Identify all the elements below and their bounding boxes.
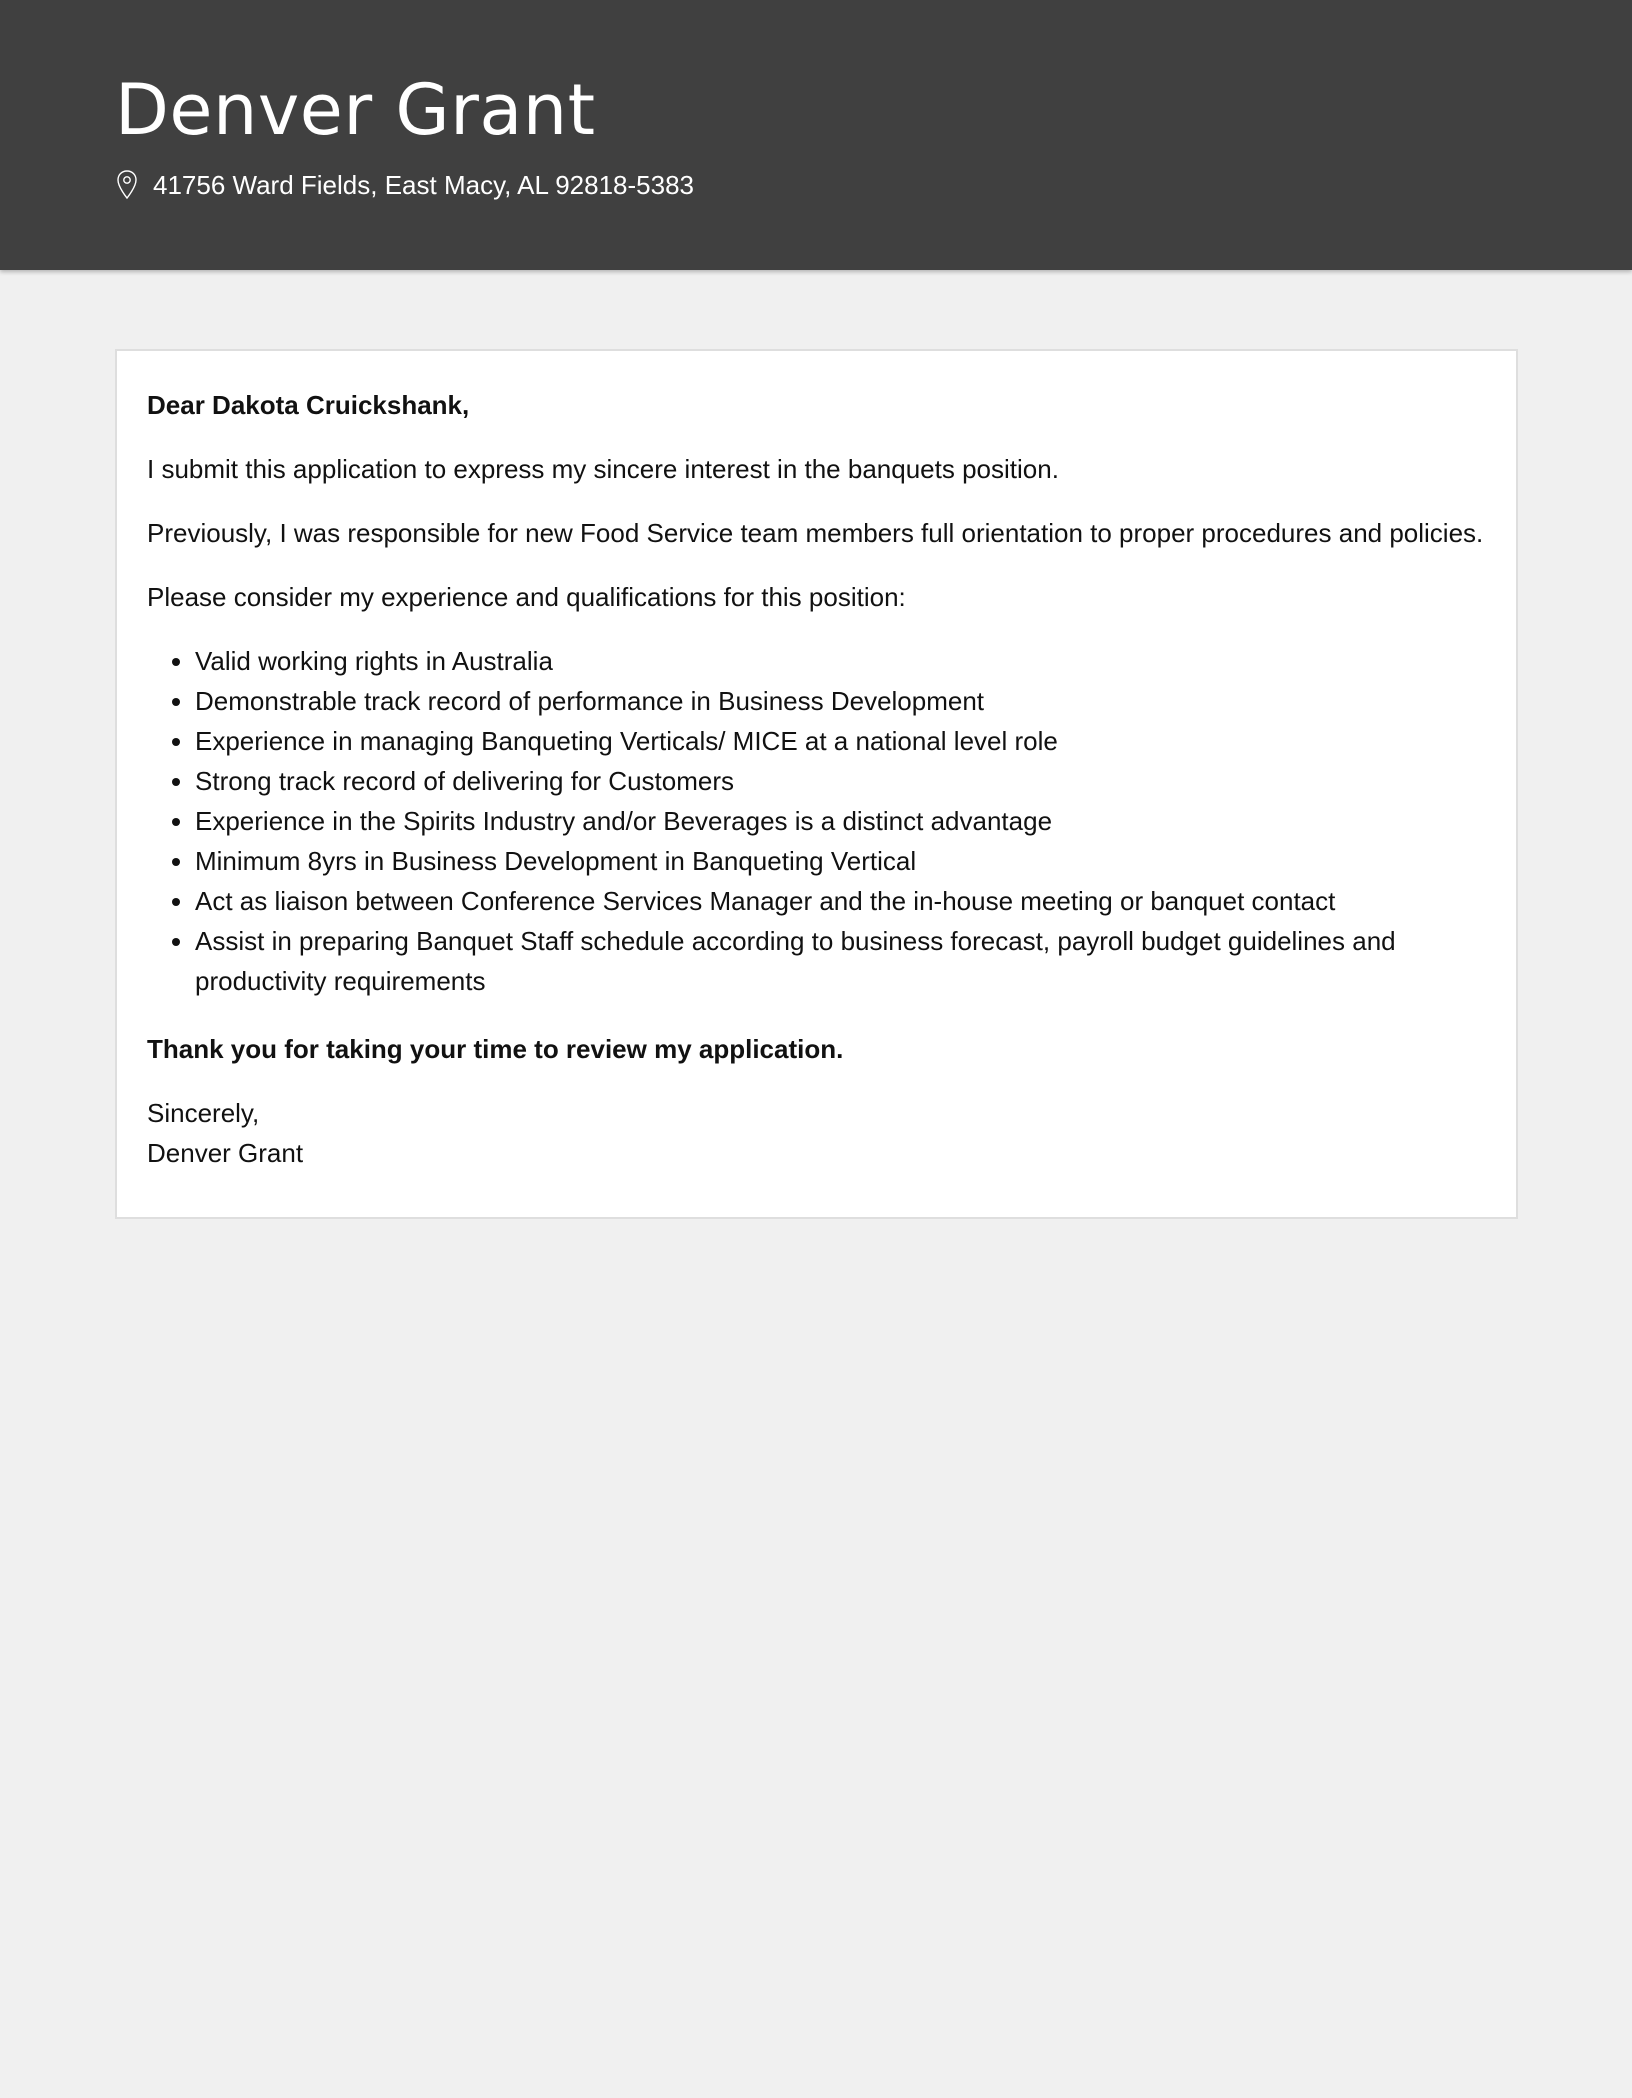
intro-paragraph: I submit this application to express my sincere interest in the banquets position. (147, 454, 1059, 484)
cover-letter-card (115, 349, 1518, 1219)
applicant-name: Denver Grant (115, 69, 596, 151)
list-item: • Strong track record of delivering for Customers (195, 761, 1486, 801)
address-row (115, 168, 1517, 202)
list-item: • Experience in managing Banqueting Verticals/ MICE at a national level role (195, 721, 1486, 761)
list-item: • Minimum 8yrs in Business Development in Banqueting Vertical (195, 841, 1486, 881)
salutation: Dear Dakota Cruickshank, (147, 390, 470, 420)
list-item: • Act as liaison between Conference Services Manager and the in-house meeting or banquet contact (195, 881, 1486, 921)
closing-line: Thank you for taking your time to review my application. (147, 1034, 844, 1064)
experience-paragraph: Previously, I was responsible for new Food Service team members full orientation to proper procedures and policies. (147, 518, 1484, 548)
signature-name: Denver Grant (147, 1138, 304, 1168)
address-text: 41756 Ward Fields, East Macy, AL 92818-5383 (153, 170, 695, 200)
header-banner (0, 0, 1632, 270)
qualifications-intro: Please consider my experience and qualifications for this position: (147, 582, 906, 612)
list-item: • Experience in the Spirits Industry and/or Beverages is a distinct advantage (195, 801, 1486, 841)
qualifications-list (147, 641, 1486, 1001)
location-pin-icon (115, 169, 139, 201)
list-item: • Demonstrable track record of performance in Business Development (195, 681, 1486, 721)
list-item: • Assist in preparing Banquet Staff schedule according to business forecast, payroll budget guidelines and productivity requirements (195, 921, 1486, 1001)
signoff: Sincerely, (147, 1098, 260, 1128)
list-item: • Valid working rights in Australia (195, 641, 1486, 681)
signoff-block (147, 1093, 1486, 1173)
